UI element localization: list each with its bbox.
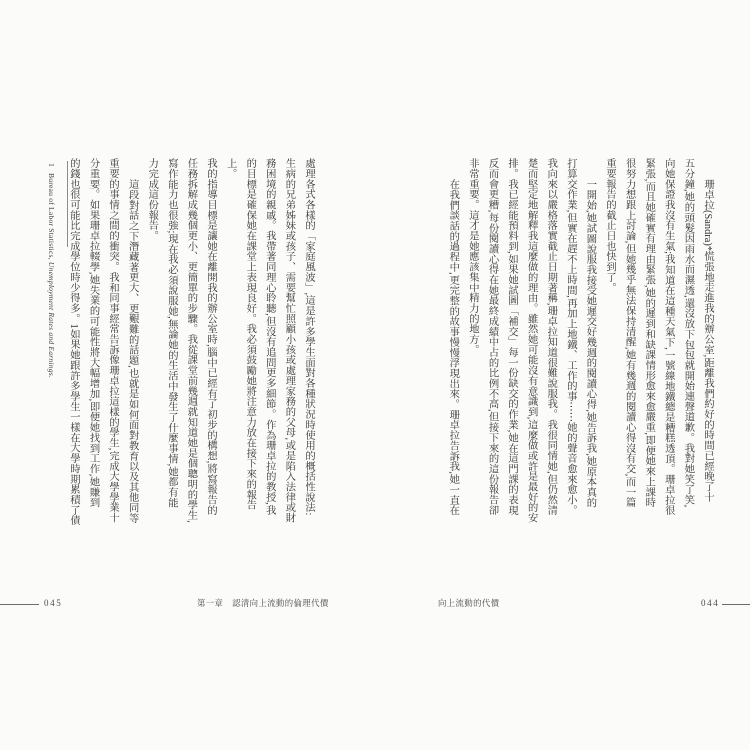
text-column: 非常重要。這才是她應該集中精力的地方。: [466, 158, 478, 355]
text-column: 緊張,而且她確實有理由緊張,她的遲到和缺課情形愈來愈嚴重,即便她來上課時: [643, 158, 655, 508]
text-column: 務困境的親戚。我帶著同理心聆聽,但沒有追問更多細節。作為珊卓拉的教授,我: [263, 158, 275, 516]
text-column: 力完成這份報告。: [146, 158, 158, 241]
text-column: 重要的事情之間的衝突。我和同事經常告訴像珊卓拉這樣的學生,完成大學學業十: [107, 158, 119, 523]
footnote-sidenote: [45, 163, 58, 493]
page-number-right: 044: [701, 598, 720, 608]
text-column-paragraph-start: 珊卓拉(Sandra)*慌張地走進我的辦公室,距離我們約好的時間已經晚了十: [702, 178, 713, 502]
running-footer-chapter: 第一章 認清向上流動的倫理代價: [197, 599, 329, 608]
right-page-text-block: [443, 158, 717, 532]
text-column: 五分鐘,她的頭髮因雨水而濕透,還沒放下包包就開始連聲道歉。我對她笑了笑,: [682, 158, 694, 508]
footnote-source: Bureau of Labor Statistics,: [47, 173, 56, 262]
text-column-paragraph-start: 一開始,她試圖說服我接受她遲交好幾週的閱讀心得,她告訴我,她原本真的: [584, 178, 596, 508]
text-column: 打算交作業,但實在趕不上時間,再加上地鐵、工作的事⋯⋯她的聲音愈來愈小。: [564, 158, 576, 516]
text-column: 生病的兄弟姊妹或孩子、需要幫忙照顧小孩或處理家務的父母,或是陷入法律或財: [283, 158, 295, 523]
left-page-text-block: [63, 158, 318, 532]
text-column-paragraph-start: 在我們談話的過程中,更完整的故事慢慢浮現出來。珊卓拉告訴我,她一直在: [447, 178, 459, 516]
page-number-rule-left: [0, 604, 39, 605]
footnote-marker: 1: [47, 163, 56, 167]
text-column: 寫作能力也很強;現在我必須說服她,無論她的生活中發生了什麼事情,她都有能: [165, 158, 177, 508]
text-column: 向她保證我沒有生氣;我知道在這種天氣下,一號線地鐵總是糟糕透頂。珊卓拉很: [662, 158, 674, 516]
text-column: 分重要。如果珊卓拉輟學,她失業的可能性將大幅增加,即便她找到工作,她賺到: [87, 158, 99, 508]
text-column: 重要報告的截止日也快到了。: [604, 158, 616, 293]
text-column-paragraph-start: 這段對話之下潛藏著更大、更艱難的話題,也就是如何面對教育以及其他同等: [126, 178, 138, 523]
text-column: 我的指導目標是讓她在離開我的辦公室時,腦中已經有了初步的構想,將寫報告的: [205, 158, 217, 516]
running-footer-book-title: 向上流動的代價: [438, 599, 500, 608]
text-column: 排。我已經能預料到,如果她試圖「補交」每一份缺交的作業,她在這門課的表現: [506, 158, 518, 516]
text-column: 很努力想跟上討論,但她幾乎無法保持清醒,她有幾週的閱讀心得沒有交,而一篇: [623, 158, 635, 508]
text-column: 任務拆解成幾個更小、更簡單的步驟。我從課堂前幾週就知道她是個聰明的學生,: [185, 158, 197, 523]
text-column: 楚而堅定地解釋我這麼做的理由。雖然她可能沒有意識到,這麼做或許是最好的安: [525, 158, 537, 523]
text-column: 我向來以嚴格落實截止日期著稱,珊卓拉知道很難說服我。我很同情她,但仍然清: [545, 158, 557, 516]
text-column: 處理各式各樣的「家庭風波」,這是許多學生面對各種狀況時使用的概括性說法:: [303, 158, 314, 516]
page-number-left: 045: [44, 598, 63, 608]
text-column: 的錢也很可能比完成學位時少得多。1如果她跟許多學生一樣在大學時期累積了債: [67, 158, 79, 526]
text-column: 反而會更糟,每份閱讀心得在她最終成績中占的比例不高,但接下來的這份報告卻: [486, 158, 498, 516]
page-number-rule-right: [722, 604, 750, 605]
text-column: 的目標是確保她在課堂上表現良好。我必須鼓勵她將注意力放在接下來的報告上。: [224, 158, 256, 510]
footnote-title-italic: Unemployment Rates and Earnings.: [47, 261, 56, 378]
